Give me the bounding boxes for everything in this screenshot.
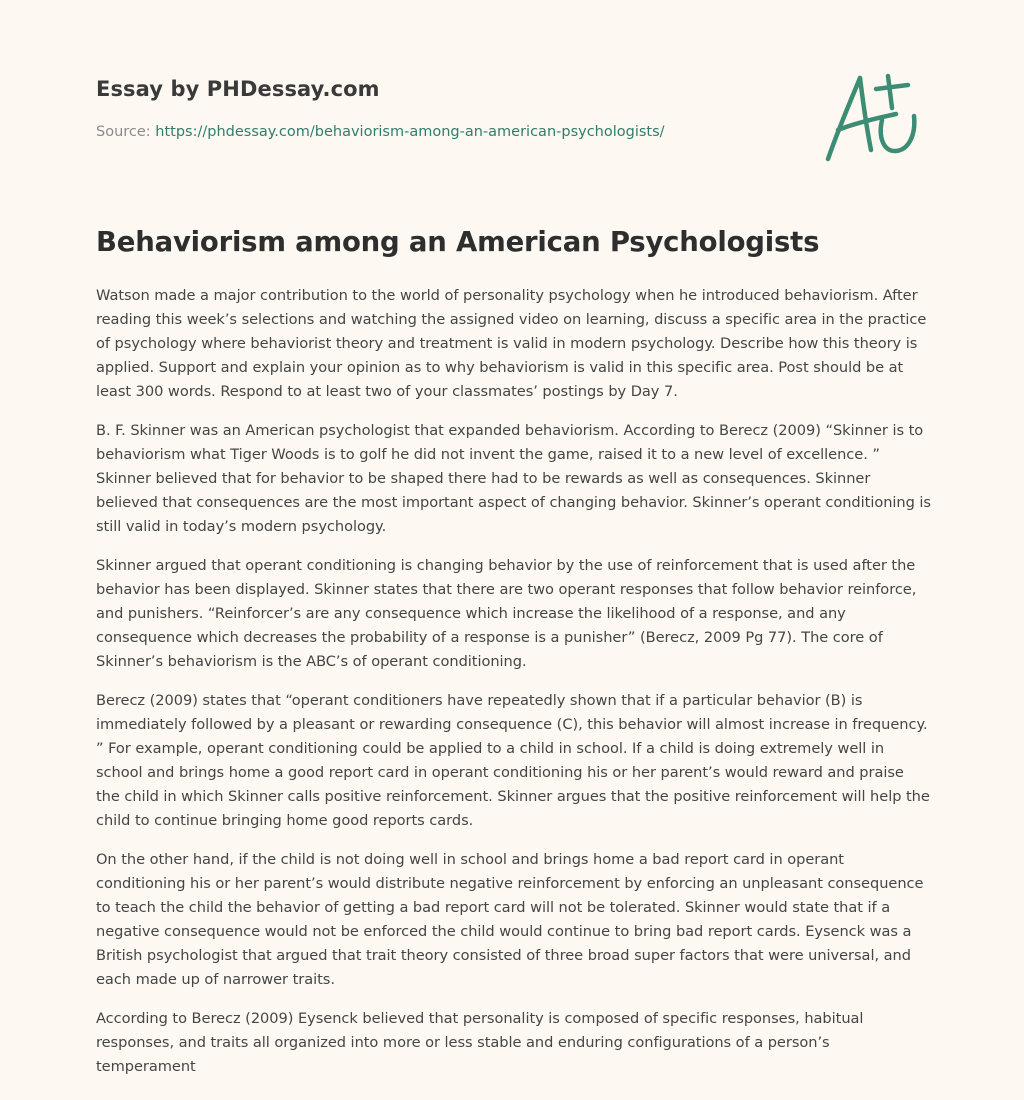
source-line [96,124,665,140]
essay-paragraph: Berecz (2009) states that “operant conditioners have repeatedly shown that if a particular behavior (B) is immediately followed by a pleasant or rewarding consequence (C), this behavior will almost increase in frequency. ” For example, operant conditioning could be applied to a child in school. If a child is doing extremely well in school and brings home a good report card in operant conditioning his or her parent’s would reward and praise the child in which Skinner calls positive reinforcement. Skinner argues that the positive reinforcement will help the child to continue bringing home good reports cards. [96,692,930,829]
essay-paragraph: Skinner argued that operant conditioning is changing behavior by the use of reinforcement that is used after the behavior has been displayed. Skinner states that there are two operant responses that follow behavior reinforce, and punishers. “Reinforcer’s are any consequence which increase the likelihood of a response, and any consequence which decreases the probability of a response is a punisher” (Berecz, 2009 Pg 77). The core of Skinner’s behaviorism is the ABC’s of operant conditioning. [96,557,917,670]
a-plus-grade-icon [822,68,926,164]
essay-body [96,284,932,1094]
source-label: Source: [96,124,151,140]
essay-paragraph: Watson made a major contribution to the world of personality psychology when he introduced behaviorism. After reading this week’s selections and watching the assigned video on learning, discuss a specific area in the practice of psychology where behaviorist theory and treatment is valid in modern psychology. Describe how this theory is applied. Support and explain your opinion as to why behaviorism is valid in this specific area. Post should be at least 300 words. Respond to at least two of your classmates’ postings by Day 7. [96,287,927,400]
site-brand: Essay by PHDessay.com [96,77,380,101]
essay-title: Behaviorism among an American Psychologists [96,226,820,258]
essay-paragraph: B. F. Skinner was an American psychologist that expanded behaviorism. According to Berecz (2009) “Skinner is to behaviorism what Tiger Woods is to golf he did not invent the game, raised it to a new level of excellence. ” Skinner believed that for behavior to be shaped there had to be rewards as well as consequences. Skinner believed that consequences are the most important aspect of changing behavior. Skinner’s operant conditioning is still valid in today’s modern psychology. [96,422,931,535]
essay-paragraph: According to Berecz (2009) Eysenck believed that personality is composed of specific responses, habitual responses, and traits all organized into more or less stable and enduring configurations of a person’s temperament [96,1010,864,1075]
essay-paragraph: On the other hand, if the child is not doing well in school and brings home a bad report card in operant conditioning his or her parent’s would distribute negative reinforcement by enforcing an unpleasant consequence to teach the child the behavior of getting a bad report card will not be tolerated. Skinner would state that if a negative consequence would not be enforced the child would continue to bring bad report cards. Eysenck was a British psychologist that argued that trait theory consisted of three broad super factors that were universal, and each made up of narrower traits. [96,851,924,988]
source-link[interactable]: https://phdessay.com/behaviorism-among-an-american-psychologists/ [155,124,665,140]
